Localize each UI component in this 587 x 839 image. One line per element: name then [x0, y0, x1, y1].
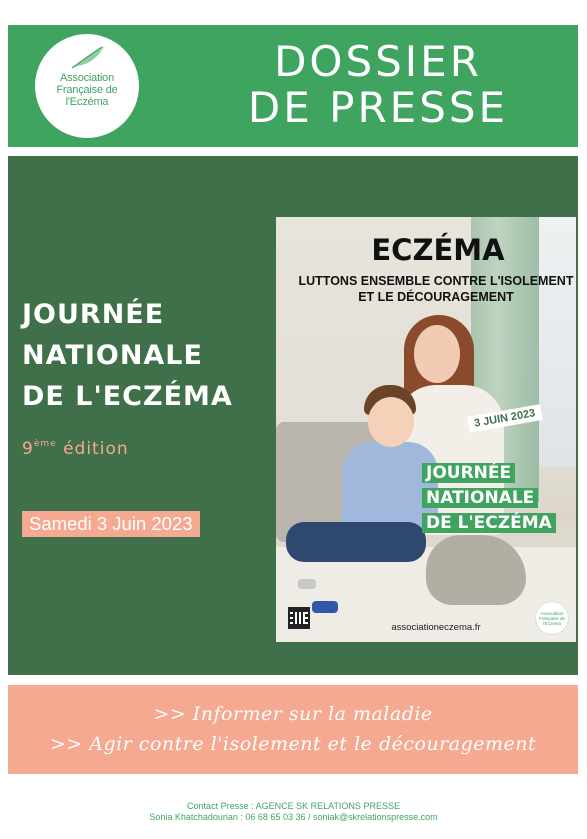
poster-logo-line: l'Eczéma [542, 621, 562, 626]
poster-subtitle [296, 273, 576, 305]
edition-word: édition [63, 439, 129, 459]
poster-date-badge: 3 JUIN 2023 [467, 404, 542, 433]
page-title [178, 39, 578, 131]
poster-event-line: NATIONALE [422, 488, 538, 508]
poster-event-title [422, 461, 556, 536]
edition-suffix: ème [33, 439, 57, 449]
press-contact-details: Sonia Khatchadourian : 06 68 65 03 36 / soniak@skrelationspresse.com [149, 812, 438, 822]
poster-boy-face [368, 397, 414, 447]
poster-boy-legs [286, 522, 426, 562]
mission-line: >> Agir contre l'isolement et le découragement [49, 733, 537, 755]
press-contact [0, 801, 587, 823]
poster-logo-line: Française de [538, 616, 565, 621]
poster-logo [535, 601, 569, 635]
event-title [22, 294, 233, 417]
poster-subtitle-line: ET LE DÉCOURAGEMENT [358, 290, 514, 304]
poster-toy-car [312, 601, 338, 613]
event-title-line: DE L'ECZÉMA [22, 381, 233, 412]
poster-logo-line: Association [540, 611, 564, 616]
poster-woman-face [414, 325, 460, 383]
logo-text-line: Française de [56, 84, 118, 96]
event-title-line: JOURNÉE [22, 299, 165, 330]
logo-text-line: l'Eczéma [65, 96, 109, 108]
poster-event-line: DE L'ECZÉMA [422, 513, 556, 533]
feather-icon [69, 44, 107, 70]
poster-subtitle-line: LUTTONS ENSEMBLE CONTRE L'ISOLEMENT [298, 274, 574, 288]
event-title-line: NATIONALE [22, 340, 203, 371]
header-bar [8, 25, 578, 147]
event-date-badge: Samedi 3 Juin 2023 [22, 511, 200, 537]
edition-number: 9 [22, 439, 34, 459]
poster-title: ECZÉMA [371, 233, 505, 267]
association-logo [35, 34, 139, 138]
mission-banner [8, 685, 578, 774]
press-contact-agency: Contact Presse : AGENCE SK RELATIONS PRESSE [187, 801, 400, 811]
page-title-line: DE PRESSE [247, 83, 509, 132]
poster-plush-toy [426, 535, 526, 605]
campaign-poster [276, 217, 576, 642]
mission-line: >> Informer sur la maladie [153, 703, 433, 725]
poster-event-line: JOURNÉE [422, 463, 515, 483]
poster-toy-car [298, 579, 316, 589]
poster-url: associationeczema.fr [391, 622, 481, 633]
logo-text-line: Association [59, 72, 115, 84]
page-title-line: DOSSIER [274, 37, 482, 86]
edition-label [22, 439, 129, 459]
